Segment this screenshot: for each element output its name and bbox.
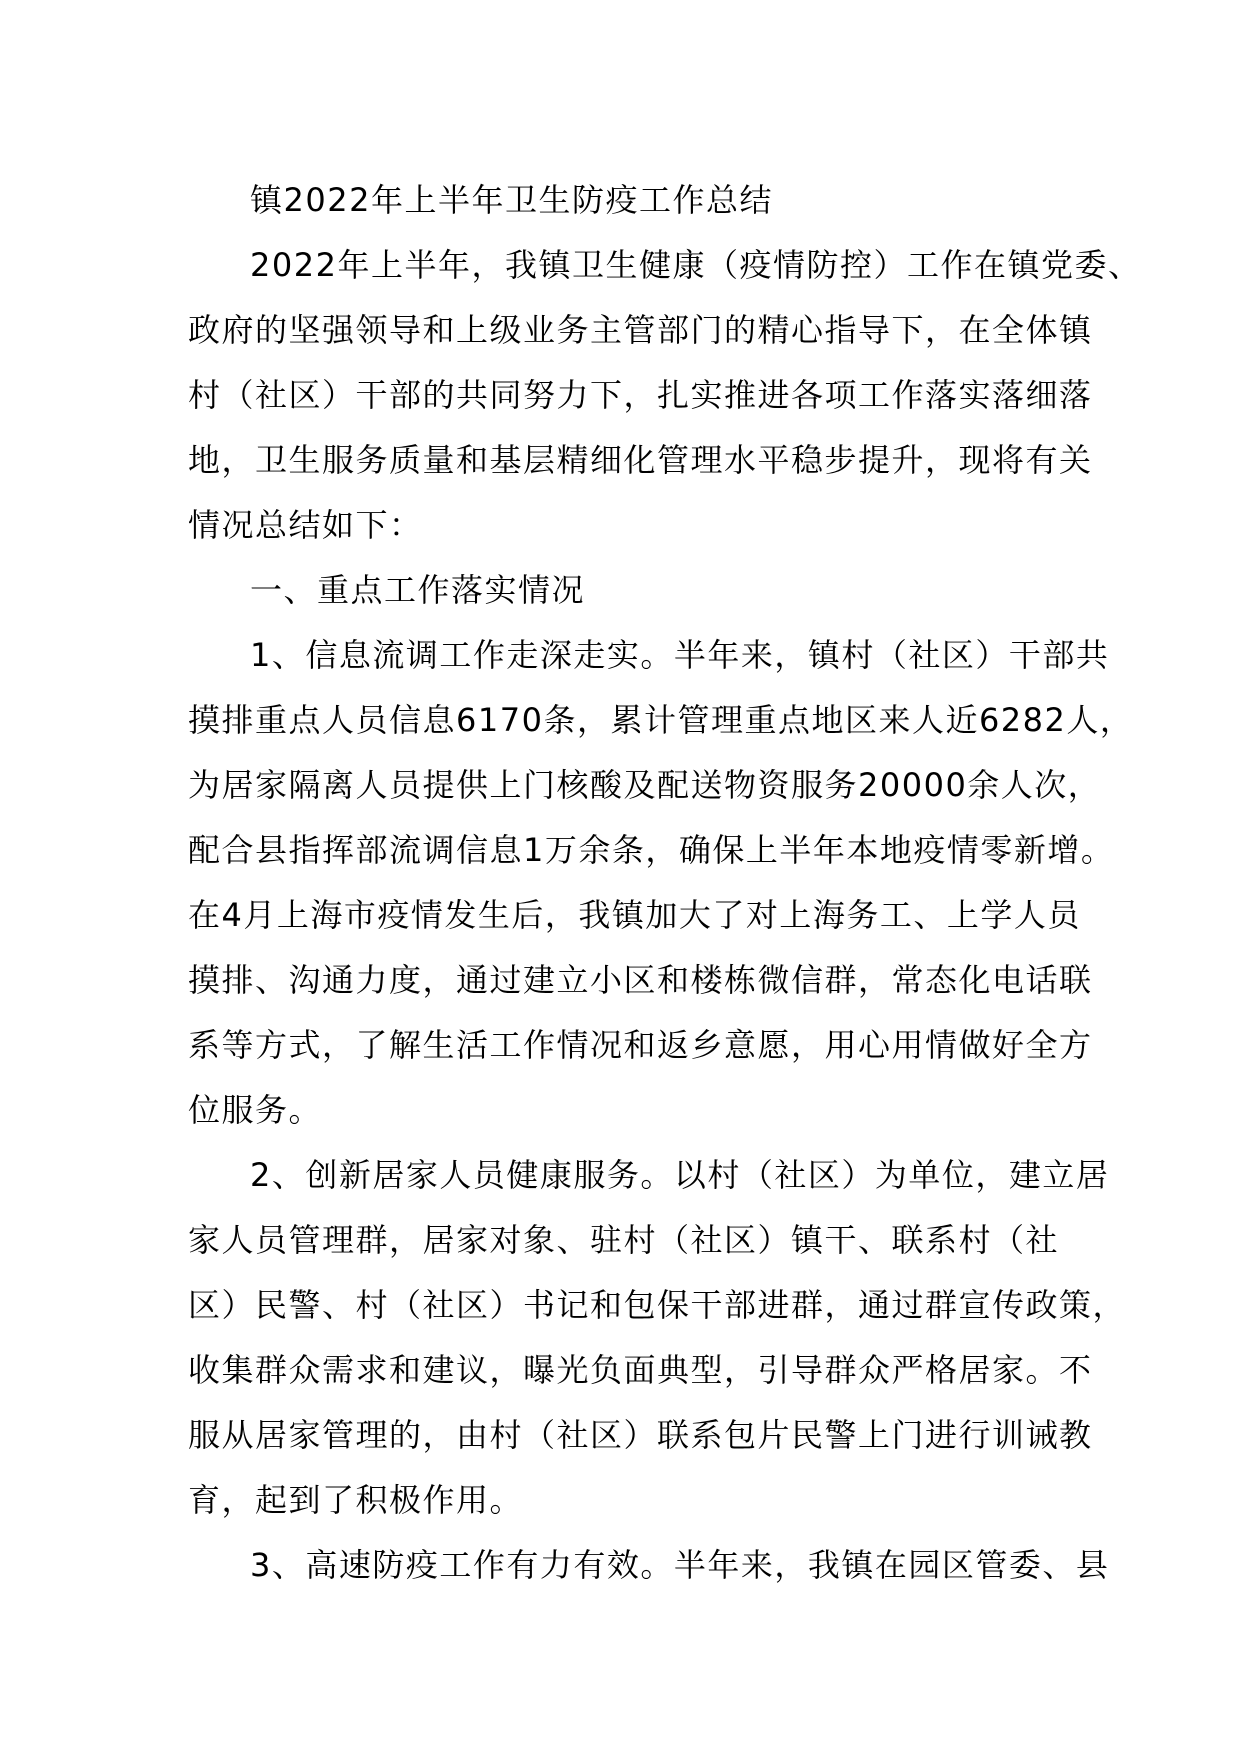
- paragraph-line: 摸排重点人员信息6170条，累计管理重点地区来人近6282人，: [188, 701, 1134, 739]
- paragraph-line: 位服务。: [188, 1091, 323, 1129]
- paragraph-line: 3、高速防疫工作有力有效。半年来，我镇在园区管委、县: [250, 1546, 1110, 1584]
- paragraph-line: 2022年上半年，我镇卫生健康（疫情防控）工作在镇党委、: [250, 246, 1142, 284]
- paragraph-line: 1、信息流调工作走深走实。半年来，镇村（社区）干部共: [250, 636, 1110, 674]
- paragraph-line: 育，起到了积极作用。: [188, 1481, 524, 1519]
- paragraph-line: 区）民警、村（社区）书记和包保干部进群，通过群宣传政策，: [188, 1286, 1127, 1324]
- paragraph-line: 地，卫生服务质量和基层精细化管理水平稳步提升，现将有关: [188, 441, 1093, 479]
- paragraph-line: 服从居家管理的，由村（社区）联系包片民警上门进行训诫教: [188, 1416, 1093, 1454]
- section-heading: 一、重点工作落实情况: [250, 571, 586, 609]
- document-body: [188, 168, 1142, 1598]
- document-title: 镇2022年上半年卫生防疫工作总结: [250, 181, 773, 219]
- paragraph-line: 配合县指挥部流调信息1万余条，确保上半年本地疫情零新增。: [188, 831, 1115, 869]
- paragraph-line: 为居家隔离人员提供上门核酸及配送物资服务20000余人次，: [188, 766, 1102, 804]
- paragraph-line: 家人员管理群，居家对象、驻村（社区）镇干、联系村（社: [188, 1221, 1060, 1259]
- paragraph-line: 情况总结如下：: [188, 506, 423, 544]
- paragraph-line: 系等方式，了解生活工作情况和返乡意愿，用心用情做好全方: [188, 1026, 1093, 1064]
- paragraph-line: 收集群众需求和建议，曝光负面典型，引导群众严格居家。不: [188, 1351, 1093, 1389]
- paragraph-line: 村（社区）干部的共同努力下，扎实推进各项工作落实落细落: [188, 376, 1093, 414]
- paragraph-line: 2、创新居家人员健康服务。以村（社区）为单位，建立居: [250, 1156, 1110, 1194]
- paragraph-line: 在4月上海市疫情发生后，我镇加大了对上海务工、上学人员: [188, 896, 1081, 934]
- paragraph-line: 摸排、沟通力度，通过建立小区和楼栋微信群，常态化电话联: [188, 961, 1093, 999]
- paragraph-line: 政府的坚强领导和上级业务主管部门的精心指导下，在全体镇: [188, 311, 1093, 349]
